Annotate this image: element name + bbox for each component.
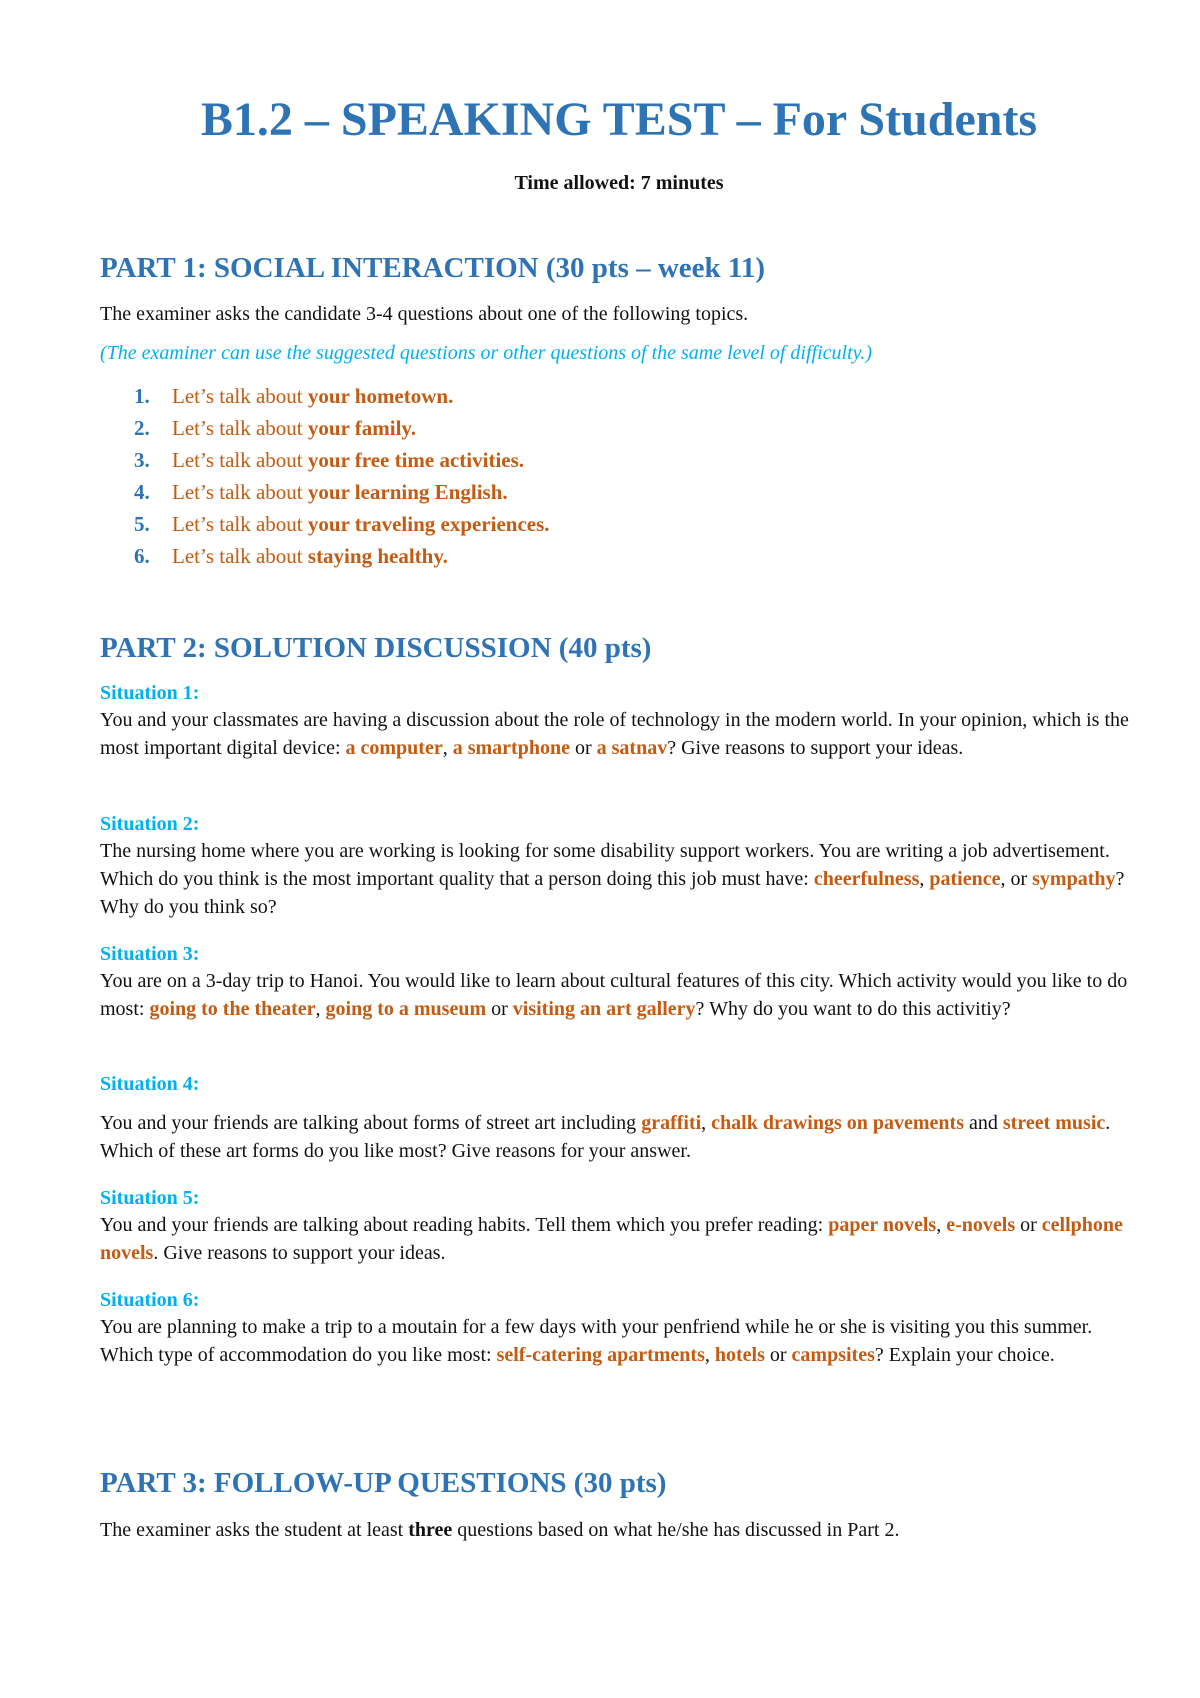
text-run: You and your friends are talking about forms of street art including xyxy=(100,1112,642,1134)
list-number: 6. xyxy=(134,544,150,568)
list-topic: your hometown. xyxy=(307,384,454,408)
list-number: 2. xyxy=(134,416,150,440)
option-highlight: patience xyxy=(929,868,1001,890)
text-run: or xyxy=(569,737,597,759)
part1-intro: The examiner asks the candidate 3-4 questions about one of the following topics. xyxy=(100,303,749,325)
text-run: ? Explain your choice. xyxy=(874,1344,1055,1366)
text-run: , xyxy=(442,737,453,759)
list-prefix: Let’s talk about xyxy=(172,480,308,504)
option-highlight: street music xyxy=(1002,1112,1106,1134)
topic-list xyxy=(134,380,550,572)
text-run: ? Why do you think so? xyxy=(100,868,1125,918)
situation-6-label: Situation 6: xyxy=(100,1289,200,1311)
situation-3-label: Situation 3: xyxy=(100,943,200,965)
list-item xyxy=(134,476,550,508)
list-number: 5. xyxy=(134,512,150,536)
list-topic: your learning English. xyxy=(307,480,508,504)
part2-heading: PART 2: SOLUTION DISCUSSION (40 pts) xyxy=(100,632,652,664)
option-highlight: cellphone novels xyxy=(100,1214,1123,1264)
option-highlight: chalk drawings on pavements xyxy=(711,1112,964,1134)
text-run: You are on a 3-day trip to Hanoi. You would like to learn about cultural features of this city. Which activity would you like to do most: xyxy=(100,970,1128,1020)
text-run: The nursing home where you are working is looking for some disability support workers. You are writing a job advertisement. Which do you think is the most important quality that a person doing this job must have: xyxy=(100,840,1110,890)
text-run: You are planning to make a trip to a moutain for a few days with your penfriend while he or she is visiting you this summer. Which type of accommodation do you like most: xyxy=(100,1316,1093,1366)
option-highlight: a smartphone xyxy=(452,737,570,759)
text-run: or xyxy=(1015,1214,1042,1236)
part3-text xyxy=(100,1516,1140,1544)
situation-2-text xyxy=(100,837,1135,921)
list-prefix: Let’s talk about xyxy=(172,544,308,568)
text-run: The examiner asks the student at least xyxy=(100,1519,409,1541)
text-run: questions based on what he/she has discussed in Part 2. xyxy=(452,1519,900,1541)
option-highlight: hotels xyxy=(714,1344,765,1366)
situation-2-label: Situation 2: xyxy=(100,813,200,835)
situation-6-text xyxy=(100,1313,1135,1369)
text-run: ? Give reasons to support your ideas. xyxy=(667,737,964,759)
time-label: Time allowed: xyxy=(514,172,636,194)
situation-1-label: Situation 1: xyxy=(100,682,200,704)
part1-heading: PART 1: SOCIAL INTERACTION (30 pts – week 11) xyxy=(100,252,765,284)
situation-3-text xyxy=(100,967,1135,1023)
option-highlight: a satnav xyxy=(596,737,668,759)
text-run: or xyxy=(486,998,513,1020)
text-run: You and your classmates are having a discussion about the role of technology in the modern world. In your opinion, which is the most important digital device: xyxy=(100,709,1129,759)
text-run: and xyxy=(963,1112,1003,1134)
page-title: B1.2 – SPEAKING TEST – For Students xyxy=(200,93,1038,146)
option-highlight: paper novels xyxy=(828,1214,937,1236)
option-highlight: e-novels xyxy=(946,1214,1016,1236)
text-run: , xyxy=(936,1214,947,1236)
option-highlight: sympathy xyxy=(1032,868,1116,890)
list-number: 3. xyxy=(134,448,150,472)
text-run: or xyxy=(764,1344,792,1366)
text-run: , xyxy=(919,868,930,890)
option-highlight: cheerfulness xyxy=(813,868,920,890)
option-highlight: visiting an art gallery xyxy=(512,998,696,1020)
list-item xyxy=(134,540,550,572)
list-item xyxy=(134,412,550,444)
situation-4-text xyxy=(100,1109,1135,1165)
text-run: , xyxy=(701,1112,712,1134)
option-highlight: graffiti xyxy=(641,1112,702,1134)
list-item xyxy=(134,508,550,540)
text-run: , xyxy=(704,1344,715,1366)
list-prefix: Let’s talk about xyxy=(172,448,308,472)
part1-note: (The examiner can use the suggested questions or other questions of the same level of difficulty.) xyxy=(100,342,873,364)
option-highlight: going to a museum xyxy=(325,998,487,1020)
list-topic: your traveling experiences. xyxy=(307,512,550,536)
situation-4-label: Situation 4: xyxy=(100,1073,200,1095)
situation-1-text xyxy=(100,706,1135,762)
text-run: ? Why do you want to do this activitiy? xyxy=(695,998,1011,1020)
part3-heading: PART 3: FOLLOW-UP QUESTIONS (30 pts) xyxy=(100,1467,667,1499)
list-prefix: Let’s talk about xyxy=(172,512,308,536)
time-value: 7 minutes xyxy=(640,172,724,194)
list-topic: staying healthy. xyxy=(307,544,448,568)
list-number: 1. xyxy=(134,384,150,408)
time-allowed xyxy=(0,173,1200,193)
list-prefix: Let’s talk about xyxy=(172,416,308,440)
option-highlight: self-catering apartments xyxy=(496,1344,705,1366)
text-run: . Give reasons to support your ideas. xyxy=(153,1242,446,1264)
text-run: You and your friends are talking about reading habits. Tell them which you prefer reading: xyxy=(100,1214,829,1236)
list-prefix: Let’s talk about xyxy=(172,384,308,408)
list-number: 4. xyxy=(134,480,150,504)
option-highlight: campsites xyxy=(791,1344,875,1366)
text-run: , xyxy=(315,998,326,1020)
list-item xyxy=(134,380,550,412)
bold-word: three xyxy=(408,1519,453,1541)
option-highlight: going to the theater xyxy=(149,998,316,1020)
text-run: . Which of these art forms do you like most? Give reasons for your answer. xyxy=(100,1112,1111,1162)
text-run: , or xyxy=(1000,868,1033,890)
situation-5-label: Situation 5: xyxy=(100,1187,200,1209)
list-topic: your family. xyxy=(307,416,417,440)
list-topic: your free time activities. xyxy=(307,448,525,472)
situation-5-text xyxy=(100,1211,1135,1267)
option-highlight: a computer xyxy=(345,737,443,759)
list-item xyxy=(134,444,550,476)
